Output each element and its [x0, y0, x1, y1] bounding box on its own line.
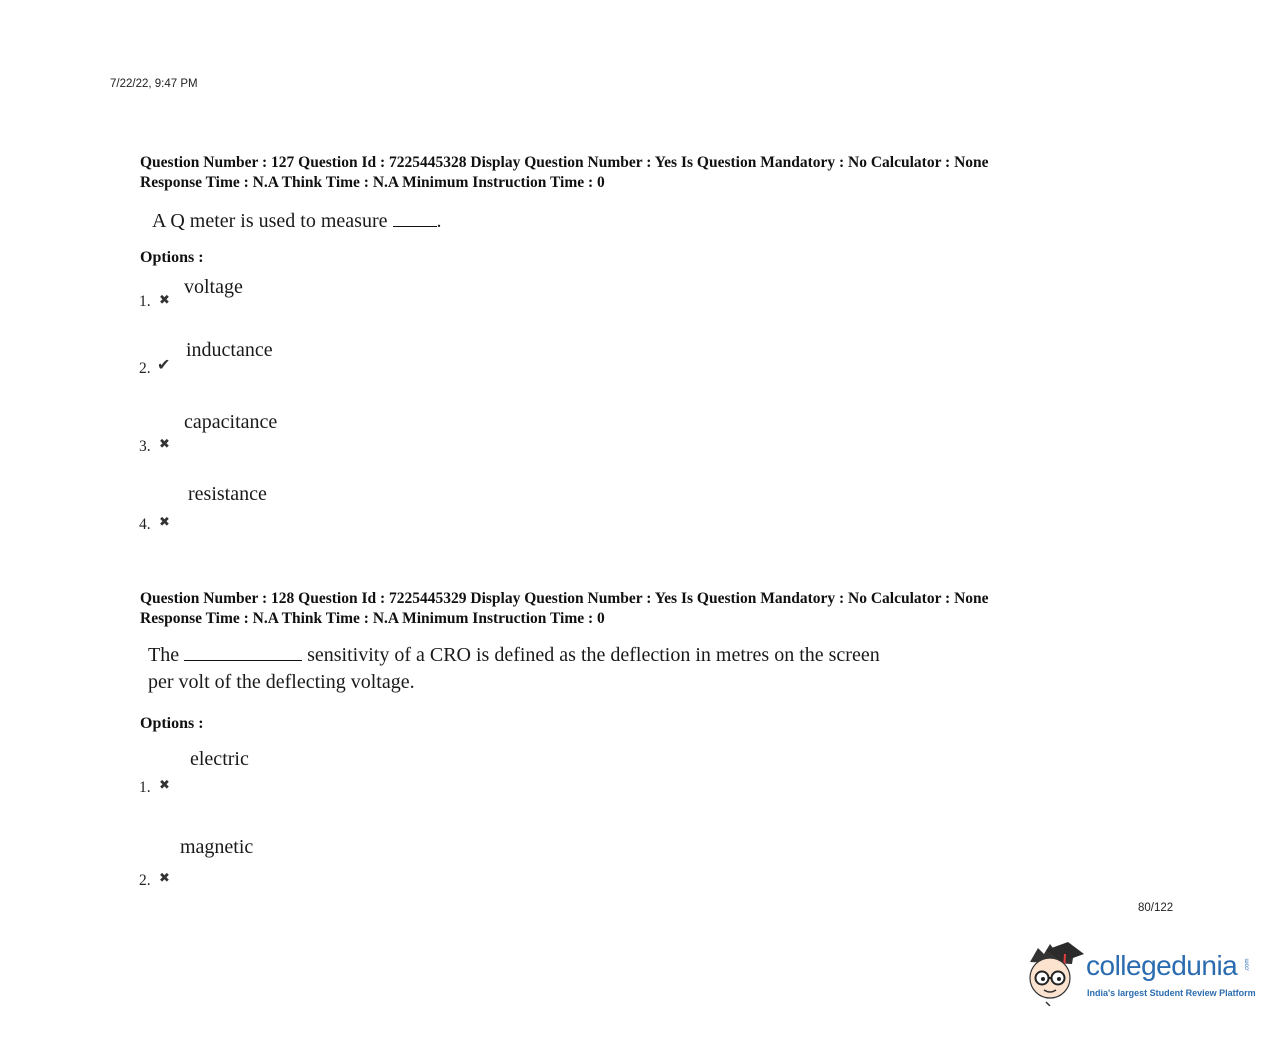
- answer-blank: [184, 644, 302, 661]
- logo-tagline: India's largest Student Review Platform: [1087, 988, 1256, 998]
- option-text: magnetic: [180, 836, 254, 858]
- cross-icon: ✖: [159, 777, 170, 792]
- option-number: 2.: [139, 360, 151, 377]
- question-text-line2: per volt of the deflecting voltage.: [148, 671, 415, 693]
- question-meta-line1: Question Number : 128 Question Id : 7225445329 Display Question Number : Yes Is Question Mandatory : No Calculator : None: [140, 590, 989, 607]
- question-128-text: [148, 644, 880, 667]
- question-127-meta: [140, 153, 989, 192]
- option-number: 2.: [139, 872, 151, 889]
- option-text: voltage: [184, 276, 243, 298]
- answer-blank: [393, 210, 437, 227]
- question-meta-line2: Response Time : N.A Think Time : N.A Minimum Instruction Time : 0: [140, 609, 605, 627]
- options-label: Options :: [140, 249, 204, 266]
- option-number: 3.: [139, 438, 151, 455]
- page-number: 80/122: [1138, 902, 1174, 914]
- question-meta-line1: Question Number : 127 Question Id : 7225445328 Display Question Number : Yes Is Question Mandatory : No Calculator : None: [140, 154, 989, 171]
- option-number: 1.: [139, 293, 151, 310]
- option-number: 4.: [139, 516, 151, 533]
- logo-wordmark: collegedunia: [1086, 950, 1238, 981]
- question-meta-line2: Response Time : N.A Think Time : N.A Minimum Instruction Time : 0: [140, 173, 605, 191]
- check-icon: ✔: [157, 357, 171, 374]
- mascot-logo-icon: [1024, 940, 1084, 1006]
- option-text: inductance: [186, 339, 273, 361]
- option-text: electric: [190, 748, 249, 770]
- question-127-text: [152, 210, 442, 233]
- cross-icon: ✖: [159, 870, 170, 885]
- question-text-after: sensitivity of a CRO is defined as the deflection in metres on the screen: [307, 644, 880, 666]
- cross-icon: ✖: [159, 292, 170, 307]
- print-timestamp: 7/22/22, 9:47 PM: [110, 78, 198, 90]
- question-text-after: .: [436, 210, 442, 232]
- logo-domain-suffix: .com: [1244, 958, 1251, 972]
- option-text: capacitance: [184, 411, 278, 433]
- cross-icon: ✖: [159, 514, 170, 529]
- question-text-before: The: [148, 644, 180, 666]
- options-label: Options :: [140, 715, 204, 732]
- cross-icon: ✖: [159, 436, 170, 451]
- option-text: resistance: [188, 483, 267, 505]
- option-number: 1.: [139, 779, 151, 796]
- question-128-meta: [140, 589, 989, 628]
- question-text-before: A Q meter is used to measure: [152, 210, 388, 232]
